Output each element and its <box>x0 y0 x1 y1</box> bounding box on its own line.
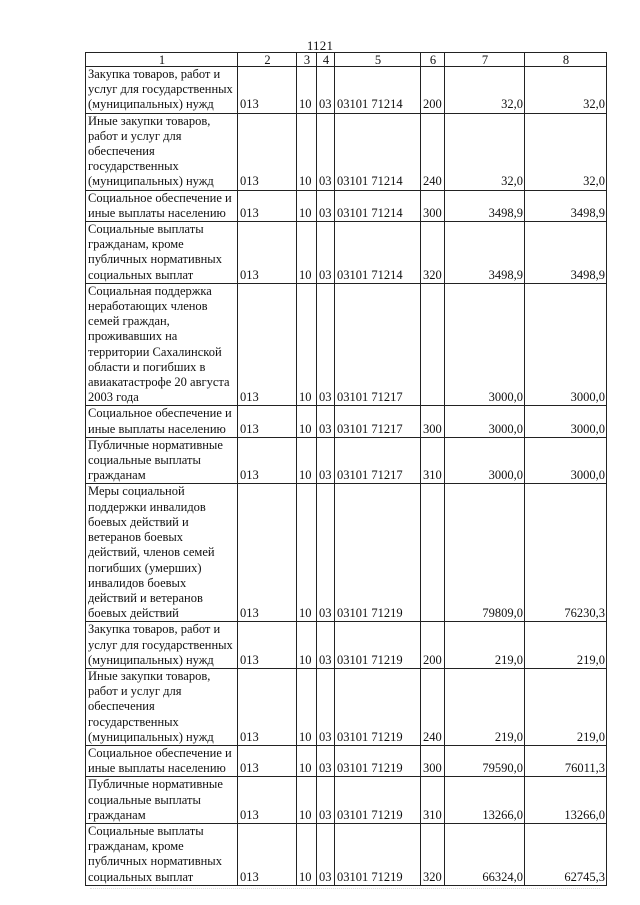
row-label: Меры социальной поддержки инвалидов боевых действий и ветеранов боевых действий, членов семей погибших (умерших) инвалидов боевых действий и ветеранов боевых действий <box>86 484 238 622</box>
row-label: Иные закупки товаров, работ и услуг для обеспечения государственных (муниципальных) нужд <box>86 113 238 190</box>
code-cell: 013 <box>238 668 297 745</box>
code-cell: 03101 71214 <box>335 190 421 221</box>
code-cell: 013 <box>238 745 297 776</box>
code-cell: 013 <box>238 113 297 190</box>
code-cell: 03 <box>317 668 335 745</box>
amount-cell: 219,0 <box>445 622 525 669</box>
code-cell: 03 <box>317 113 335 190</box>
code-cell: 013 <box>238 190 297 221</box>
code-cell: 03 <box>317 437 335 484</box>
row-label: Закупка товаров, работ и услуг для государственных (муниципальных) нужд <box>86 67 238 114</box>
row-label: Социальная поддержка неработающих членов семей граждан, проживавших на территории Сахалинской области и погибших в авиакатастрофе 20 августа 2003 года <box>86 283 238 406</box>
code-cell: 03 <box>317 406 335 437</box>
amount-cell: 3000,0 <box>445 283 525 406</box>
page-number: 1121 <box>306 38 334 53</box>
row-label: Социальное обеспечение и иные выплаты населению <box>86 190 238 221</box>
table-row <box>86 437 607 484</box>
code-cell: 10 <box>297 190 317 221</box>
code-cell: 03 <box>317 745 335 776</box>
budget-table <box>85 52 607 886</box>
code-cell: 013 <box>238 67 297 114</box>
table-row <box>86 67 607 114</box>
amount-cell: 13266,0 <box>445 777 525 824</box>
code-cell: 10 <box>297 222 317 284</box>
code-cell: 03 <box>317 283 335 406</box>
table-row <box>86 222 607 284</box>
code-cell: 03101 71219 <box>335 823 421 885</box>
row-label: Социальное обеспечение и иные выплаты населению <box>86 745 238 776</box>
table-row <box>86 823 607 885</box>
amount-cell: 3000,0 <box>445 406 525 437</box>
code-cell: 013 <box>238 777 297 824</box>
column-header: 3 <box>297 53 317 67</box>
scan-artifact <box>90 888 600 893</box>
table-row <box>86 484 607 622</box>
code-cell: 240 <box>421 113 445 190</box>
code-cell: 240 <box>421 668 445 745</box>
amount-cell: 3000,0 <box>525 437 607 484</box>
code-cell: 013 <box>238 622 297 669</box>
table-row <box>86 668 607 745</box>
code-cell: 03101 71219 <box>335 484 421 622</box>
amount-cell: 76011,3 <box>525 745 607 776</box>
code-cell <box>421 283 445 406</box>
row-label: Социальные выплаты гражданам, кроме публичных нормативных социальных выплат <box>86 222 238 284</box>
amount-cell: 66324,0 <box>445 823 525 885</box>
column-header: 8 <box>525 53 607 67</box>
code-cell: 300 <box>421 406 445 437</box>
amount-cell: 3000,0 <box>525 283 607 406</box>
amount-cell: 13266,0 <box>525 777 607 824</box>
table-row <box>86 283 607 406</box>
code-cell <box>421 484 445 622</box>
code-cell: 013 <box>238 222 297 284</box>
code-cell: 320 <box>421 222 445 284</box>
column-header: 4 <box>317 53 335 67</box>
code-cell: 300 <box>421 745 445 776</box>
code-cell: 03 <box>317 190 335 221</box>
column-header: 5 <box>335 53 421 67</box>
code-cell: 03101 71219 <box>335 622 421 669</box>
code-cell: 03 <box>317 484 335 622</box>
amount-cell: 79590,0 <box>445 745 525 776</box>
column-header: 2 <box>238 53 297 67</box>
code-cell: 03101 71217 <box>335 283 421 406</box>
code-cell: 10 <box>297 67 317 114</box>
amount-cell: 76230,3 <box>525 484 607 622</box>
column-header: 6 <box>421 53 445 67</box>
amount-cell: 3498,9 <box>445 190 525 221</box>
code-cell: 013 <box>238 437 297 484</box>
code-cell: 013 <box>238 283 297 406</box>
code-cell: 03101 71219 <box>335 668 421 745</box>
amount-cell: 32,0 <box>525 67 607 114</box>
code-cell: 03101 71219 <box>335 777 421 824</box>
code-cell: 10 <box>297 113 317 190</box>
code-cell: 03101 71217 <box>335 437 421 484</box>
table-row <box>86 190 607 221</box>
amount-cell: 3498,9 <box>445 222 525 284</box>
amount-cell: 79809,0 <box>445 484 525 622</box>
code-cell: 10 <box>297 622 317 669</box>
amount-cell: 3000,0 <box>445 437 525 484</box>
table-row <box>86 113 607 190</box>
code-cell: 300 <box>421 190 445 221</box>
row-label: Закупка товаров, работ и услуг для государственных (муниципальных) нужд <box>86 622 238 669</box>
code-cell: 10 <box>297 283 317 406</box>
column-header: 1 <box>86 53 238 67</box>
row-label: Социальное обеспечение и иные выплаты населению <box>86 406 238 437</box>
code-cell: 10 <box>297 668 317 745</box>
amount-cell: 3498,9 <box>525 190 607 221</box>
code-cell: 10 <box>297 777 317 824</box>
amount-cell: 219,0 <box>525 668 607 745</box>
code-cell: 200 <box>421 67 445 114</box>
code-cell: 013 <box>238 823 297 885</box>
amount-cell: 219,0 <box>525 622 607 669</box>
code-cell: 03 <box>317 823 335 885</box>
amount-cell: 3000,0 <box>525 406 607 437</box>
code-cell: 03101 71214 <box>335 113 421 190</box>
header-row <box>86 53 607 67</box>
amount-cell: 62745,3 <box>525 823 607 885</box>
code-cell: 10 <box>297 437 317 484</box>
code-cell: 03 <box>317 67 335 114</box>
table-row <box>86 406 607 437</box>
amount-cell: 32,0 <box>445 67 525 114</box>
code-cell: 10 <box>297 484 317 622</box>
code-cell: 03101 71219 <box>335 745 421 776</box>
code-cell: 013 <box>238 484 297 622</box>
code-cell: 10 <box>297 745 317 776</box>
code-cell: 310 <box>421 437 445 484</box>
code-cell: 03101 71217 <box>335 406 421 437</box>
amount-cell: 219,0 <box>445 668 525 745</box>
row-label: Иные закупки товаров, работ и услуг для обеспечения государственных (муниципальных) нужд <box>86 668 238 745</box>
code-cell: 03 <box>317 777 335 824</box>
amount-cell: 32,0 <box>525 113 607 190</box>
row-label: Публичные нормативные социальные выплаты гражданам <box>86 777 238 824</box>
code-cell: 03101 71214 <box>335 222 421 284</box>
row-label: Социальные выплаты гражданам, кроме публичных нормативных социальных выплат <box>86 823 238 885</box>
amount-cell: 32,0 <box>445 113 525 190</box>
column-header: 7 <box>445 53 525 67</box>
table-row <box>86 745 607 776</box>
code-cell: 310 <box>421 777 445 824</box>
code-cell: 03 <box>317 622 335 669</box>
table-row <box>86 622 607 669</box>
amount-cell: 3498,9 <box>525 222 607 284</box>
row-label: Публичные нормативные социальные выплаты гражданам <box>86 437 238 484</box>
code-cell: 320 <box>421 823 445 885</box>
table-row <box>86 777 607 824</box>
code-cell: 03 <box>317 222 335 284</box>
code-cell: 03101 71214 <box>335 67 421 114</box>
code-cell: 013 <box>238 406 297 437</box>
code-cell: 10 <box>297 823 317 885</box>
code-cell: 200 <box>421 622 445 669</box>
code-cell: 10 <box>297 406 317 437</box>
